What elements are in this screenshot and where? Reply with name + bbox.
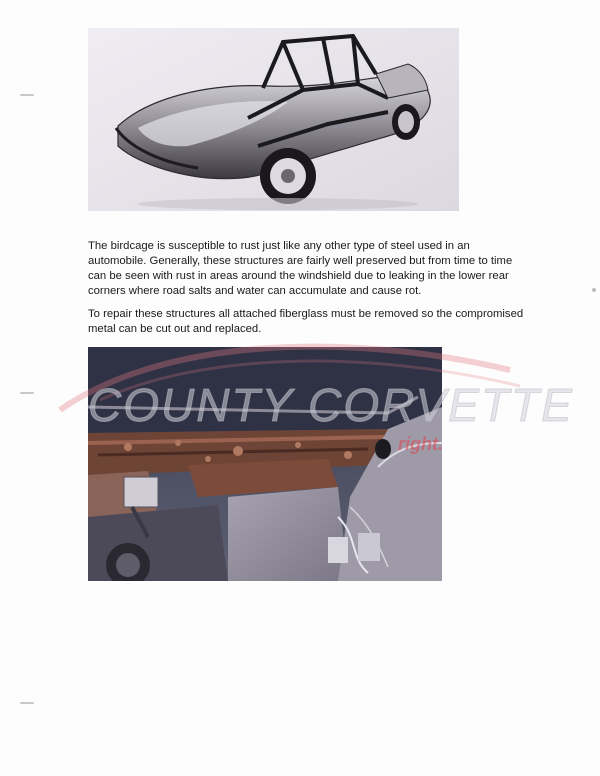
watermark-title: COUNTY CORVETTE	[88, 379, 574, 431]
scan-speck	[592, 288, 596, 292]
binder-hole-mark	[20, 94, 34, 96]
rusted-frame-photo	[88, 347, 442, 581]
binder-hole-mark	[20, 392, 34, 394]
birdcage-car-photo	[88, 28, 459, 211]
paragraph-repair-process: To repair these structures all attached fiberglass must be removed so the compromised metal can be cut out and replaced.	[88, 308, 524, 335]
paragraph-birdcage-rust: The birdcage is susceptible to rust just like any other type of steel used in an automobile. Generally, these structures are fairly well preserved but from time to time can be seen with rust in areas around the windshield due to leaking in the lower rear corners where road salts and water can accumulate and cause rot.	[88, 240, 513, 297]
binder-hole-mark	[20, 702, 34, 704]
watermark-tagline: right.	[398, 434, 443, 454]
